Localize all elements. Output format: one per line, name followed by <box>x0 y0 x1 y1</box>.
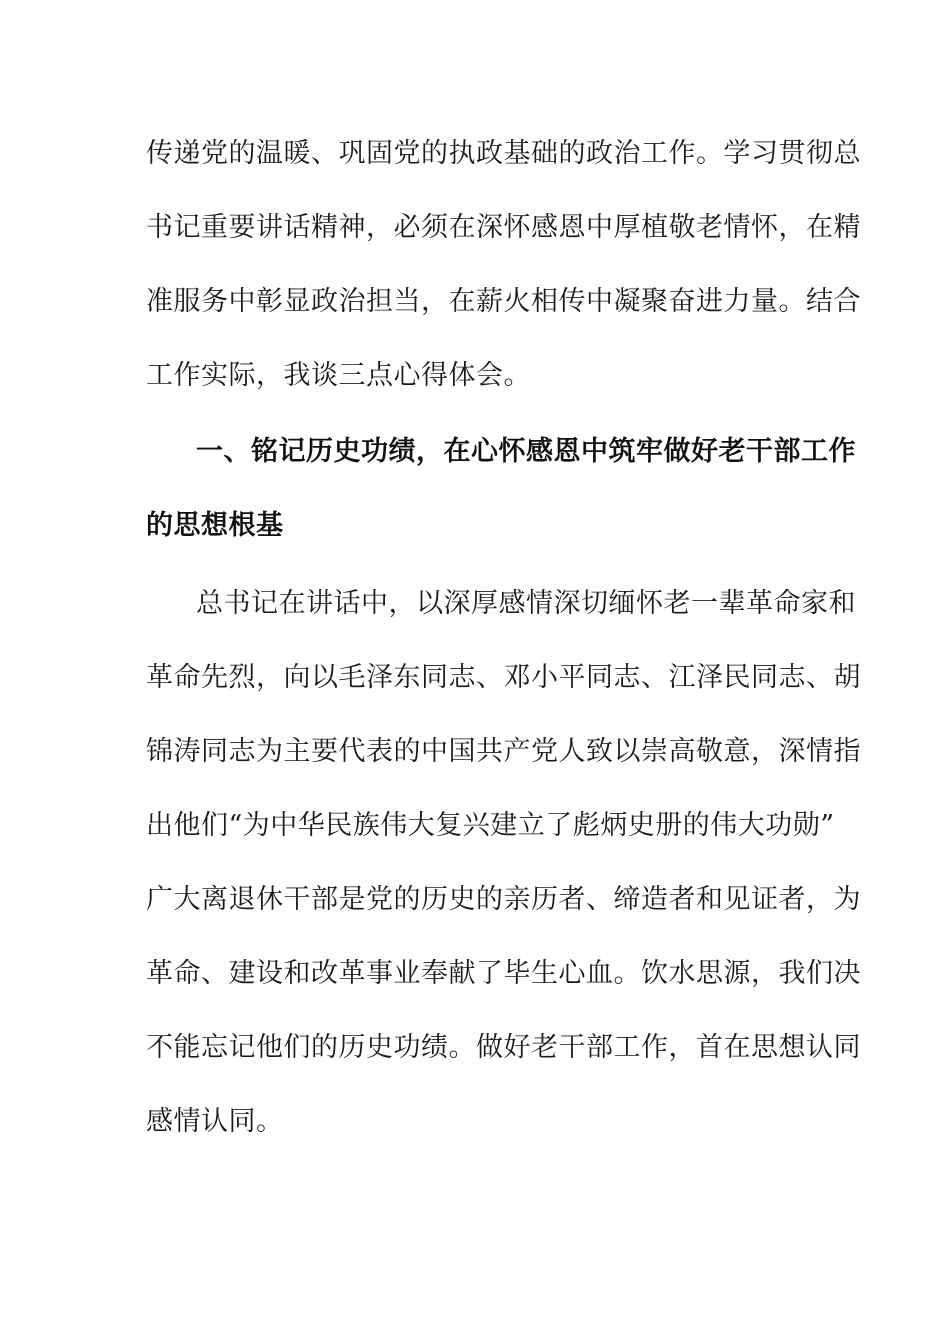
intro-paragraph-line: 准服务中彰显政治担当，在薪火相传中凝聚奋进力量。结合 <box>146 286 861 317</box>
body-paragraph-line: 感情认同。 <box>146 1106 284 1137</box>
intro-paragraph-line: 书记重要讲话精神，必须在深怀感恩中厚植敬老情怀，在精 <box>146 212 861 243</box>
body-paragraph-line: 革命先烈，向以毛泽东同志、邓小平同志、江泽民同志、胡 <box>146 662 861 693</box>
body-paragraph-line: 不能忘记他们的历史功绩。做好老干部工作，首在思想认同 <box>146 1032 861 1063</box>
body-paragraph-line: 广大离退休干部是党的历史的亲历者、缔造者和见证者，为 <box>146 884 861 915</box>
section-heading-line: 一、铭记历史功绩，在心怀感恩中筑牢做好老干部工作 <box>196 436 856 467</box>
body-paragraph-line: 出他们“为中华民族伟大复兴建立了彪炳史册的伟大功勋” <box>146 810 835 841</box>
body-paragraph-line: 锦涛同志为主要代表的中国共产党人致以崇高敬意，深情指 <box>146 736 861 767</box>
intro-paragraph-line: 工作实际，我谈三点心得体会。 <box>146 360 531 391</box>
body-paragraph-line: 革命、建设和改革事业奉献了毕生心血。饮水思源，我们决 <box>146 958 861 989</box>
section-heading-line: 的思想根基 <box>146 510 284 541</box>
intro-paragraph-line: 传递党的温暖、巩固党的执政基础的政治工作。学习贯彻总 <box>146 138 861 169</box>
body-paragraph-line: 总书记在讲话中，以深厚感情深切缅怀老一辈革命家和 <box>196 588 856 619</box>
